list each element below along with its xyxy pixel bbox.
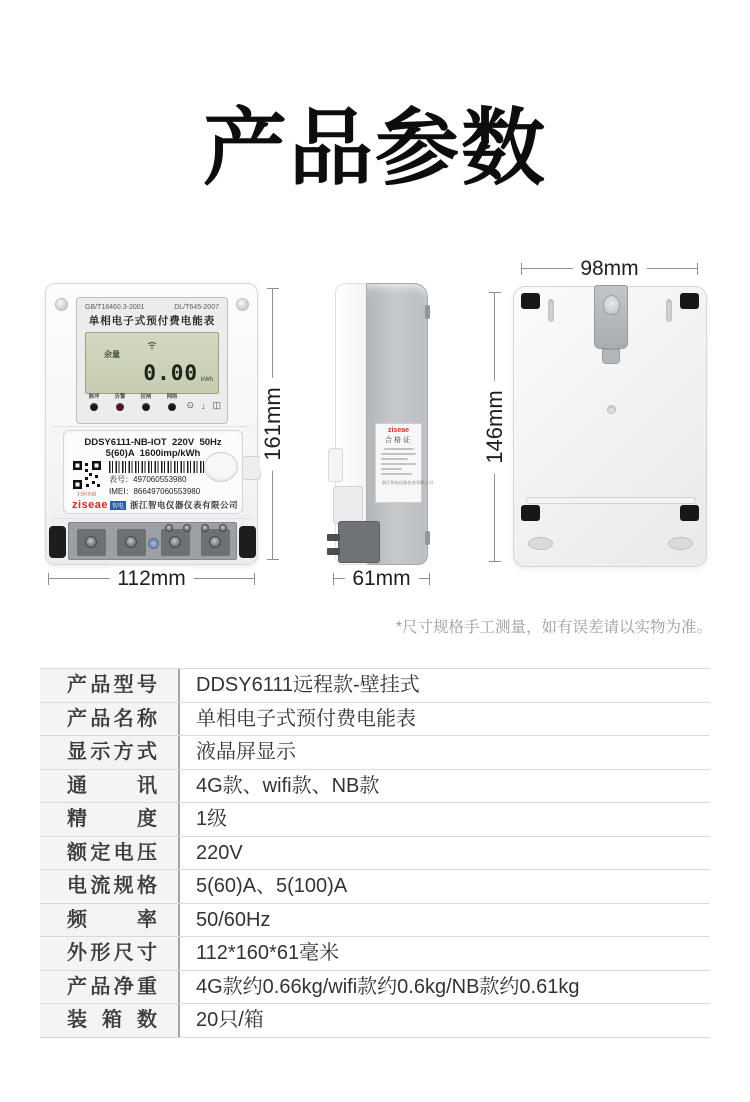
- bracket-hole: [603, 295, 620, 315]
- table-row: [40, 770, 710, 804]
- spec-label: 外形尺寸: [40, 937, 180, 970]
- led-icon: [116, 403, 124, 411]
- qr-code-block: [72, 461, 102, 498]
- dimension-width-front: 112mm: [48, 578, 255, 579]
- indicator-network: 网络: [161, 391, 183, 411]
- hanging-bracket: [594, 285, 628, 349]
- dimension-height-front: 161mm: [272, 288, 273, 560]
- down-arrow-icon: ↓: [200, 400, 206, 411]
- company-name: 浙江智电仪器仪表有限公司: [130, 500, 239, 510]
- bottom-groove: [526, 497, 696, 504]
- terminal-screw-icon: [183, 524, 191, 532]
- bracket-clip: [602, 349, 620, 364]
- imei-number: IMEI：866497060553980: [109, 487, 201, 496]
- spec-label: 产品型号: [40, 669, 180, 702]
- page-title: 产品参数: [202, 101, 547, 195]
- table-row: [40, 736, 710, 770]
- corner-pad: [521, 505, 540, 521]
- standards-row: [77, 298, 227, 311]
- dimension-width-back: 98mm: [521, 268, 698, 269]
- mount-hook: [49, 526, 66, 558]
- terminal-screw-icon: [165, 524, 173, 532]
- meter-face-name: 单相电子式预付费电能表: [88, 315, 216, 327]
- foot-pad: [528, 537, 553, 550]
- terminal-screw-icon: [209, 536, 221, 548]
- corner-pad: [521, 293, 540, 309]
- panel-key-icons: [186, 391, 221, 411]
- dimension-width-side: 61mm: [333, 578, 430, 579]
- meter-back-view: [513, 286, 707, 567]
- snap-tab: [425, 531, 430, 545]
- signal-icon: [147, 337, 158, 355]
- spec-value: 20只/箱: [196, 1009, 264, 1031]
- brand-cn-badge: 智电: [110, 501, 126, 510]
- lcd-mode-label: 余量: [104, 350, 120, 359]
- spec-value: 1级: [196, 808, 228, 830]
- spec-value: 112*160*61毫米: [196, 942, 340, 964]
- side-latch: [328, 448, 343, 482]
- table-row: [40, 1004, 710, 1038]
- pin: [327, 548, 340, 555]
- terminal-screw-icon: [201, 524, 209, 532]
- led-icon: [142, 403, 150, 411]
- indicator-trip: 拉闸: [135, 391, 157, 411]
- button-icon: ◫: [212, 400, 221, 410]
- qr-caption: 扫码充值: [77, 492, 97, 498]
- vent-slot: [548, 299, 554, 322]
- brand-logo: ziseae: [387, 427, 410, 434]
- table-row: [40, 669, 710, 703]
- spec-value: 5(60)A、5(100)A: [196, 875, 348, 897]
- spec-label: 频率: [40, 904, 180, 937]
- table-row: [40, 803, 710, 837]
- seal-screw-icon: [148, 538, 159, 549]
- spec-value: 4G款约0.66kg/wifi款约0.6kg/NB款约0.61kg: [196, 975, 580, 998]
- terminal-screw-icon: [85, 536, 97, 548]
- nameplate-rating: 5(60)A 1600imp/kWh: [105, 448, 201, 459]
- terminal-screw-icon: [169, 536, 181, 548]
- power-icon: ⊙: [186, 400, 194, 410]
- table-row: [40, 937, 710, 971]
- led-icon: [90, 403, 98, 411]
- qr-code-icon: [73, 461, 101, 489]
- spec-label: 显示方式: [40, 736, 180, 769]
- divider: [52, 518, 251, 519]
- table-row: [40, 837, 710, 871]
- nameplate-model: DDSY6111-NB-IOT 220V 50Hz: [84, 437, 222, 448]
- lcd-screen: [85, 332, 219, 394]
- seal-button: [204, 452, 238, 482]
- corner-pad: [680, 505, 699, 521]
- spec-value: 4G款、wifi款、NB款: [196, 774, 380, 797]
- corner-pad: [680, 293, 699, 309]
- foot-pad: [668, 537, 693, 550]
- spec-value: DDSY6111远程款-壁挂式: [196, 674, 420, 696]
- spec-table: [40, 668, 710, 1038]
- bottom-cover: [333, 486, 363, 524]
- meter-side-view: [335, 283, 433, 565]
- brand-logo: ziseae: [72, 499, 109, 511]
- screw-icon: [236, 298, 249, 311]
- size-disclaimer: *尺寸规格手工测量，如有误差请以实物为准。: [395, 619, 712, 636]
- table-row: [40, 703, 710, 737]
- standard-right: DL/T645-2007: [174, 304, 219, 311]
- spec-value: 220V: [196, 841, 243, 864]
- pin: [327, 534, 340, 541]
- vent-slot: [666, 299, 672, 322]
- lcd-unit: kWh: [201, 377, 213, 383]
- indicator-alarm: 告警: [109, 391, 131, 411]
- spec-label: 装箱数: [40, 1004, 180, 1037]
- spec-label: 额定电压: [40, 837, 180, 870]
- mount-hook: [239, 526, 256, 558]
- led-icon: [168, 403, 176, 411]
- meter-front-view: [45, 283, 258, 565]
- certificate-label: [375, 423, 433, 503]
- terminal-block: [68, 522, 237, 560]
- spec-label: 精度: [40, 803, 180, 836]
- lcd-value: 0.00: [143, 361, 198, 385]
- side-ear: [242, 456, 261, 480]
- bottom-connector: [338, 521, 380, 563]
- spec-value: 单相电子式预付费电能表: [196, 707, 416, 730]
- meter-number: 表号：497060553980: [109, 475, 187, 484]
- spec-label: 通讯: [40, 770, 180, 803]
- divider: [52, 426, 251, 427]
- indicator-row: [83, 391, 221, 417]
- spec-label: 产品净重: [40, 971, 180, 1004]
- screw-icon: [55, 298, 68, 311]
- table-row: [40, 870, 710, 904]
- company-name: 浙江智电仪器仪表有限公司: [381, 480, 433, 486]
- table-row: [40, 904, 710, 938]
- standard-left: GB/T18460.3-2001: [85, 304, 145, 311]
- certificate-title: 合格证: [385, 437, 412, 444]
- snap-tab: [425, 305, 430, 319]
- spec-label: 产品名称: [40, 703, 180, 736]
- terminal-screw-icon: [219, 524, 227, 532]
- spec-label: 电流规格: [40, 870, 180, 903]
- dimension-height-back: 146mm: [494, 292, 495, 562]
- center-screw-hole: [607, 405, 616, 414]
- table-row: [40, 971, 710, 1005]
- terminal-screw-icon: [125, 536, 137, 548]
- barcode-icon: [109, 461, 214, 473]
- spec-value: 液晶屏显示: [196, 741, 296, 763]
- spec-value: 50/60Hz: [196, 908, 271, 931]
- indicator-pulse: 脉冲: [83, 391, 105, 411]
- meter-display-panel: [76, 297, 228, 424]
